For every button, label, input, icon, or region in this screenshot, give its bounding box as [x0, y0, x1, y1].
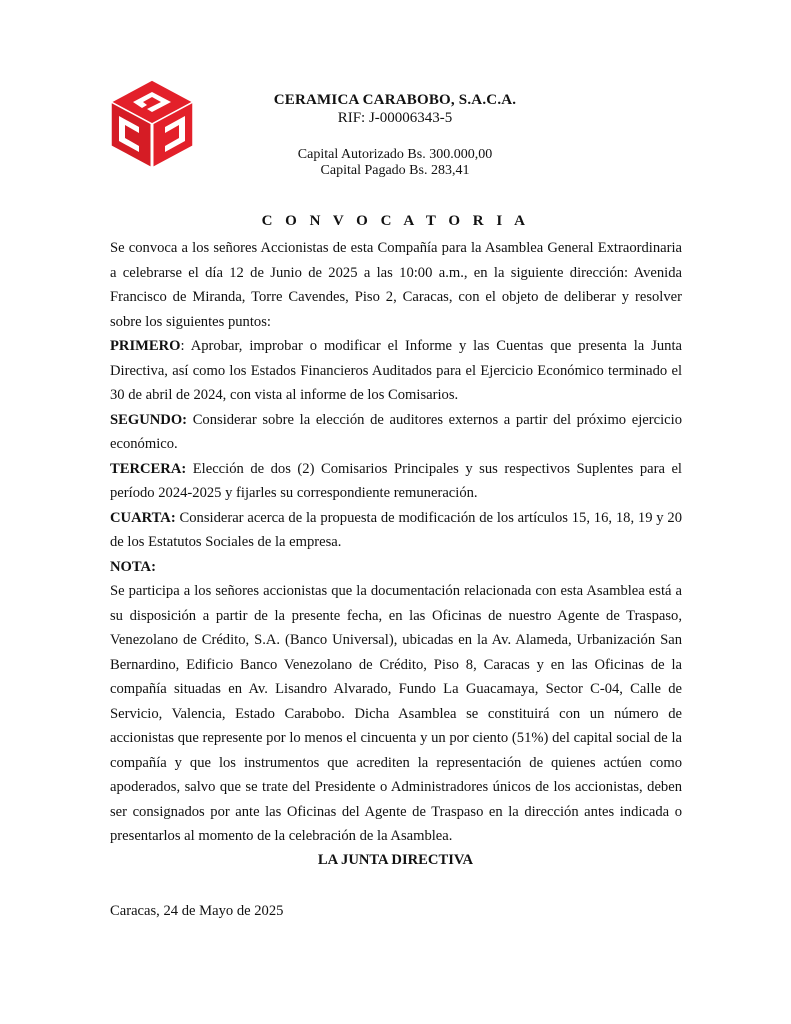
point-text: Aprobar, improbar o modificar el Informe y las Cuentas que presenta la Junta Directiva, así como los Estados Financieros Auditados para el Ejercicio Económico terminado el 30 de abril de 2024, con vista al informe de los Comisarios.: [110, 338, 682, 403]
document-body: [110, 236, 682, 849]
point-label: TERCERA:: [110, 460, 187, 477]
signature: LA JUNTA DIRECTIVA: [317, 852, 474, 868]
point-label: PRIMERO: [110, 338, 181, 354]
point-text: Considerar sobre la elección de auditores externos a partir del próximo ejercicio económico.: [110, 411, 682, 452]
point-text: Considerar acerca de la propuesta de modificación de los artículos 15, 16, 18, 19 y 20 de los Estatutos Sociales de la empresa.: [110, 509, 682, 550]
capital-pagado: Capital Pagado Bs. 283,41: [320, 163, 470, 178]
point-tercera: [110, 457, 682, 506]
document-date: Caracas, 24 de Mayo de 2025: [110, 903, 284, 919]
point-label: CUARTA:: [110, 509, 176, 526]
company-logo-icon: [109, 78, 195, 170]
point-cuarta: [110, 506, 682, 555]
capital-autorizado: Capital Autorizado Bs. 300.000,00: [297, 147, 493, 162]
nota-paragraph: Se participa a los señores accionistas que la documentación relacionada con esta Asamblea está a su disposición a partir de la presente fecha, en las Oficinas de nuestro Agente de Traspaso, Venezolano de Crédito, S.A. (Banco Universal), ubicadas en la Av. Alameda, Urbanización San Bernardino, Edificio Banco Venezolano de Crédito, Piso 8, Caracas y en las Oficinas de la compañía situadas en Av. Lisandro Alvarado, Fundo La Guacamaya, Sector C-04, Calle de Servicio, Valencia, Estado Carabobo. Dicha Asamblea se constituirá con un número de accionistas que represente por lo menos el cincuenta y un por ciento (51%) del capital social de la compañía y que los instrumentos que acrediten la representación de quienes actúen como apoderados, salvo que se trate del Presidente o Administradores únicos de los accionistas, deben ser consignados por ante las Oficinas del Agente de Traspaso en la dirección antes indicada o presentarlos al momento de la celebración de la Asamblea.: [110, 583, 682, 844]
company-name: CERAMICA CARABOBO, S.A.C.A.: [273, 92, 517, 108]
point-label: SEGUNDO:: [110, 411, 188, 428]
point-separator: :: [180, 338, 185, 354]
nota-heading: [110, 555, 682, 580]
company-rif: RIF: J-00006343-5: [337, 110, 453, 126]
point-text: Elección de dos (2) Comisarios Principales y sus respectivos Suplentes para el período 2024-2025 y fijarles su correspondiente remuneración.: [110, 460, 682, 501]
nota-label: NOTA:: [110, 558, 156, 575]
point-segundo: [110, 408, 682, 457]
point-primero: [110, 334, 682, 408]
intro-paragraph: Se convoca a los señores Accionistas de esta Compañía para la Asamblea General Extraordinaria a celebrarse el día 12 de Junio de 2025 a las 10:00 a.m., en la siguiente dirección: Avenida Francisco de Miranda, Torre Cavendes, Piso 2, Caracas, con el objeto de deliberar y resolver sobre los siguientes puntos:: [110, 240, 682, 330]
document-title: C O N V O C A T O R I A: [261, 213, 530, 229]
